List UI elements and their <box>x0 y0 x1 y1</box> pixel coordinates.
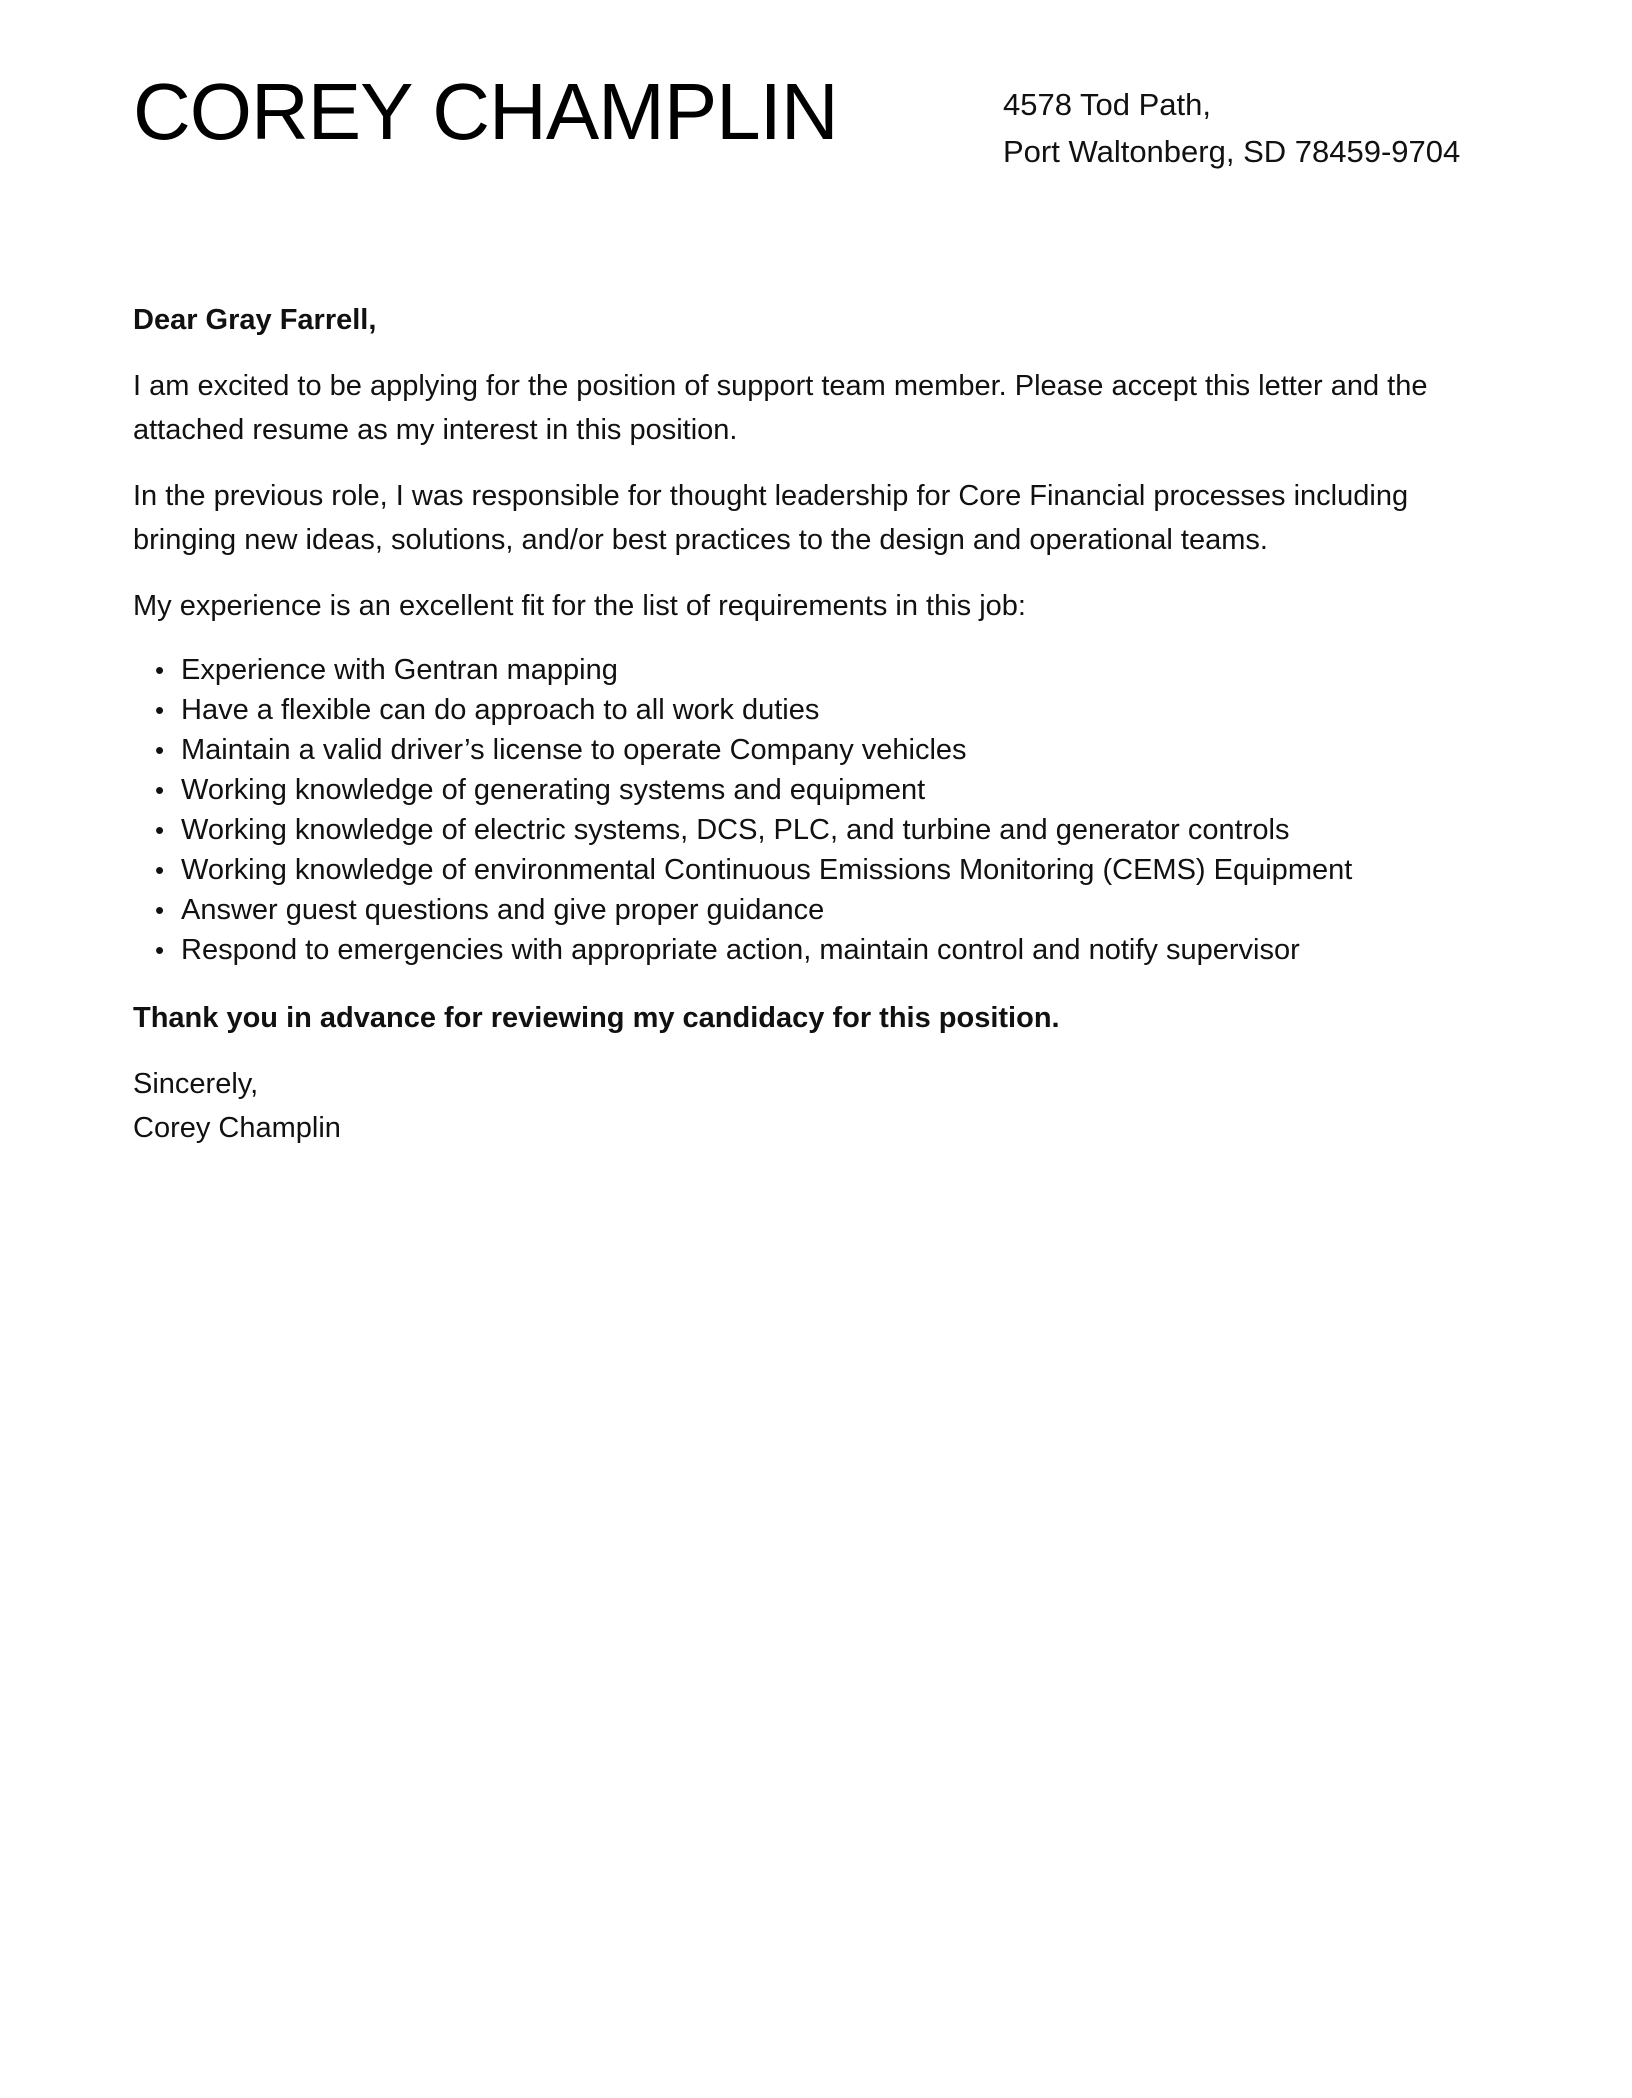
signoff: Sincerely, <box>133 1068 259 1100</box>
address-line-2: Port Waltonberg, SD 78459-9704 <box>1003 134 1461 169</box>
list-item-text: Have a flexible can do approach to all work duties <box>181 694 820 726</box>
list-item <box>155 850 1513 890</box>
bullet-icon: • <box>155 655 165 685</box>
list-item <box>155 890 1513 930</box>
requirements-list <box>133 650 1513 970</box>
signoff-block <box>133 1062 1513 1150</box>
bullet-icon: • <box>155 895 165 925</box>
list-item-text: Working knowledge of environmental Continuous Emissions Monitoring (CEMS) Equipment <box>181 854 1353 886</box>
list-item <box>155 930 1513 970</box>
list-item-text: Respond to emergencies with appropriate action, maintain control and notify supervisor <box>181 934 1300 966</box>
bullet-icon: • <box>155 735 165 765</box>
list-item-text: Working knowledge of generating systems and equipment <box>181 774 926 806</box>
intro-paragraph: I am excited to be applying for the position of support team member. Please accept this letter and the attached resume as my interest in this position. <box>133 370 1428 446</box>
bullet-icon: • <box>155 775 165 805</box>
sender-address <box>1003 81 1460 175</box>
requirements-intro: My experience is an excellent fit for the list of requirements in this job: <box>133 590 1026 622</box>
list-item <box>155 730 1513 770</box>
closing-statement: Thank you in advance for reviewing my candidacy for this position. <box>133 1002 1060 1034</box>
list-item-text: Experience with Gentran mapping <box>181 654 618 686</box>
address-line-1: 4578 Tod Path, <box>1003 87 1211 122</box>
list-item <box>155 770 1513 810</box>
sender-name: COREY CHAMPLIN <box>133 67 838 156</box>
list-item-text: Working knowledge of electric systems, DCS, PLC, and turbine and generator controls <box>181 814 1290 846</box>
bullet-icon: • <box>155 815 165 845</box>
bullet-icon: • <box>155 695 165 725</box>
list-item <box>155 650 1513 690</box>
experience-paragraph: In the previous role, I was responsible for thought leadership for Core Financial processes including bringing new ideas, solutions, and/or best practices to the design and operational teams. <box>133 480 1409 556</box>
signature-name: Corey Champlin <box>133 1112 341 1144</box>
list-item-text: Maintain a valid driver’s license to operate Company vehicles <box>181 734 967 766</box>
letter-body <box>133 298 1513 1150</box>
greeting: Dear Gray Farrell, <box>133 304 377 336</box>
list-item <box>155 690 1513 730</box>
list-item <box>155 810 1513 850</box>
bullet-icon: • <box>155 855 165 885</box>
list-item-text: Answer guest questions and give proper guidance <box>181 894 825 926</box>
bullet-icon: • <box>155 935 165 965</box>
